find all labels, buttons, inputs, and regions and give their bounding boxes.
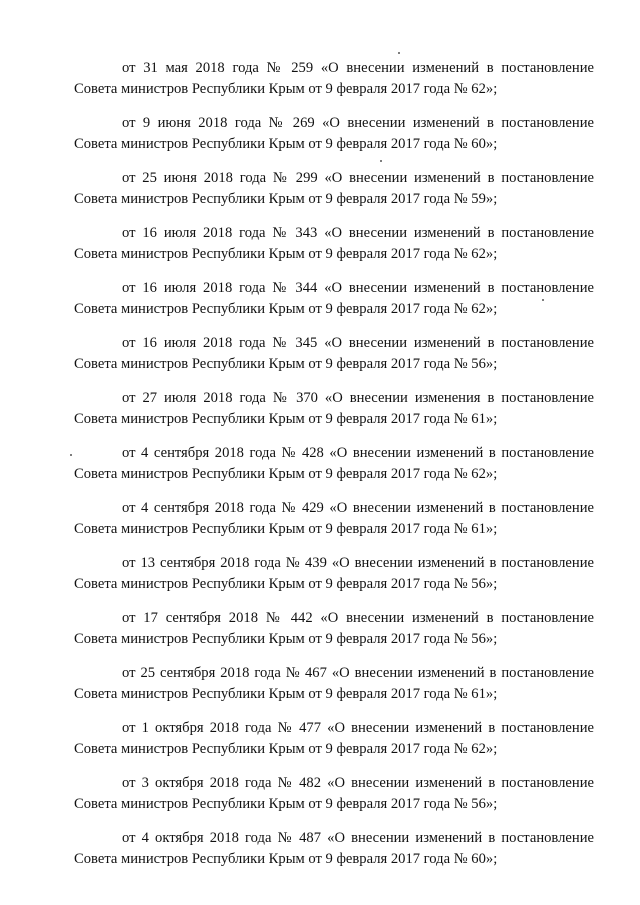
- list-item: [74, 278, 594, 333]
- entry-line-1: от 4 октября 2018 года № 487 «О внесении изменений в постановление: [122, 830, 594, 846]
- entry-line-2: Совета министров Республики Крым от 9 февраля 2017 года № 61»;: [74, 521, 498, 537]
- list-item: [74, 223, 594, 278]
- entry-line-1: от 27 июля 2018 года № 370 «О внесении изменения в постановление: [122, 390, 594, 406]
- entry-line-1: от 16 июля 2018 года № 343 «О внесении изменений в постановление: [122, 225, 594, 241]
- scan-speck: [542, 299, 544, 301]
- list-item: [74, 443, 594, 498]
- scan-speck: [398, 52, 400, 54]
- entry-line-1: от 17 сентября 2018 № 442 «О внесении изменений в постановление: [122, 610, 594, 626]
- entry-line-2: Совета министров Республики Крым от 9 февраля 2017 года № 62»;: [74, 301, 498, 317]
- entry-line-2: Совета министров Республики Крым от 9 февраля 2017 года № 62»;: [74, 81, 498, 97]
- entry-line-1: от 16 июля 2018 года № 344 «О внесении изменений в постановление: [122, 280, 594, 296]
- entry-line-1: от 3 октября 2018 года № 482 «О внесении изменений в постановление: [122, 775, 594, 791]
- entry-line-2: Совета министров Республики Крым от 9 февраля 2017 года № 59»;: [74, 191, 498, 207]
- entry-line-1: от 25 июня 2018 года № 299 «О внесении изменений в постановление: [122, 170, 594, 186]
- entry-line-1: от 13 сентября 2018 года № 439 «О внесении изменений в постановление: [122, 555, 594, 571]
- entry-line-2: Совета министров Республики Крым от 9 февраля 2017 года № 56»;: [74, 631, 498, 647]
- list-item: [74, 663, 594, 718]
- scan-speck: [70, 454, 72, 456]
- scan-speck: [380, 160, 382, 162]
- entry-line-1: от 4 сентября 2018 года № 429 «О внесении изменений в постановление: [122, 500, 594, 516]
- list-item: [74, 333, 594, 388]
- list-item: [74, 113, 594, 168]
- entry-line-1: от 16 июля 2018 года № 345 «О внесении изменений в постановление: [122, 335, 594, 351]
- list-item: [74, 608, 594, 663]
- entry-line-2: Совета министров Республики Крым от 9 февраля 2017 года № 62»;: [74, 466, 498, 482]
- entry-line-1: от 25 сентября 2018 года № 467 «О внесении изменений в постановление: [122, 665, 594, 681]
- list-item: [74, 773, 594, 828]
- entry-line-2: Совета министров Республики Крым от 9 февраля 2017 года № 62»;: [74, 741, 498, 757]
- list-item: [74, 168, 594, 223]
- entry-line-1: от 4 сентября 2018 года № 428 «О внесении изменений в постановление: [122, 445, 594, 461]
- entry-line-2: Совета министров Республики Крым от 9 февраля 2017 года № 60»;: [74, 136, 498, 152]
- entry-line-2: Совета министров Республики Крым от 9 февраля 2017 года № 61»;: [74, 411, 498, 427]
- list-item: [74, 828, 594, 883]
- entry-line-1: от 9 июня 2018 года № 269 «О внесении изменений в постановление: [122, 115, 594, 131]
- resolution-list: [74, 58, 594, 883]
- entry-line-2: Совета министров Республики Крым от 9 февраля 2017 года № 56»;: [74, 356, 498, 372]
- list-item: [74, 718, 594, 773]
- list-item: [74, 553, 594, 608]
- entry-line-2: Совета министров Республики Крым от 9 февраля 2017 года № 62»;: [74, 246, 498, 262]
- list-item: [74, 498, 594, 553]
- entry-line-2: Совета министров Республики Крым от 9 февраля 2017 года № 56»;: [74, 796, 498, 812]
- entry-line-2: Совета министров Республики Крым от 9 февраля 2017 года № 61»;: [74, 686, 498, 702]
- list-item: [74, 388, 594, 443]
- entry-line-1: от 31 мая 2018 года № 259 «О внесении изменений в постановление: [122, 60, 594, 76]
- entry-line-1: от 1 октября 2018 года № 477 «О внесении изменений в постановление: [122, 720, 594, 736]
- entry-line-2: Совета министров Республики Крым от 9 февраля 2017 года № 56»;: [74, 576, 498, 592]
- list-item: [74, 58, 594, 113]
- entry-line-2: Совета министров Республики Крым от 9 февраля 2017 года № 60»;: [74, 851, 498, 867]
